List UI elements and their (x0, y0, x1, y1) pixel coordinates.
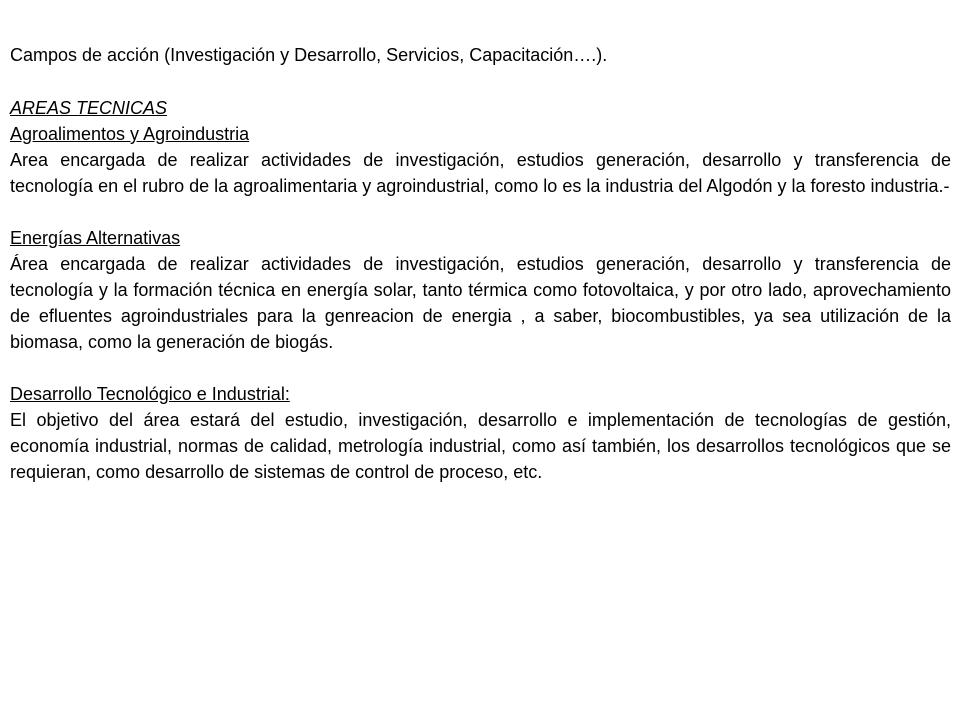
document-body (10, 42, 951, 511)
area-title: Desarrollo Tecnológico e Industrial: (10, 384, 290, 404)
areas-heading: AREAS TECNICAS (10, 98, 168, 118)
area-desarrollo-tecnologico (10, 381, 951, 485)
area-agroalimentos (10, 95, 951, 199)
intro-line: Campos de acción (Investigación y Desarrollo, Servicios, Capacitación….). (10, 45, 608, 65)
area-title: Energías Alternativas (10, 228, 181, 248)
area-description: Área encargada de realizar actividades de investigación, estudios generación, desarrollo y transferencia de tecnología y la formación técnica en energía solar, tanto térmica como fotovoltaica, y por otro lado, aprovechamiento de efluentes agroindustriales para la genreacion de energia , a saber, biocombustibles, ya sea utilización de la biomasa, como la generación de biogás. (10, 254, 951, 352)
area-energias-alternativas (10, 225, 951, 355)
area-description: El objetivo del área estará del estudio, investigación, desarrollo e implementación de tecnologías de gestión, economía industrial, normas de calidad, metrología industrial, como así también, los desarrollos tecnológicos que se requieran, como desarrollo de sistemas de control de proceso, etc. (10, 410, 951, 482)
area-description: Area encargada de realizar actividades de investigación, estudios generación, desarrollo y transferencia de tecnología en el rubro de la agroalimentaria y agroindustrial, como lo es la industria del Algodón y la foresto industria.- (10, 150, 951, 196)
area-title: Agroalimentos y Agroindustria (10, 124, 250, 144)
